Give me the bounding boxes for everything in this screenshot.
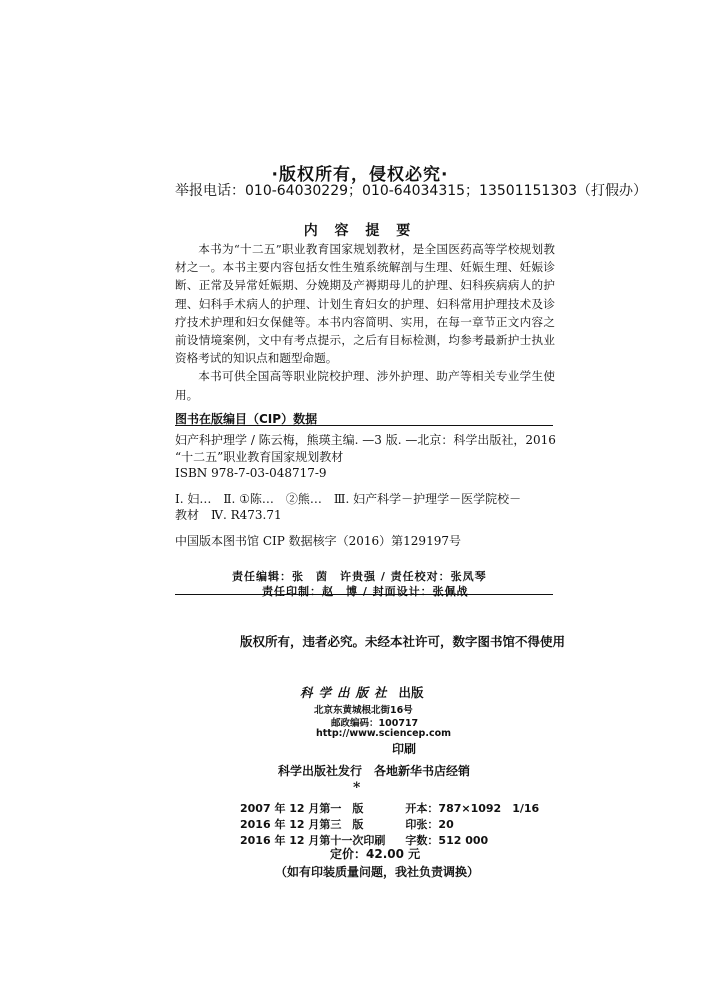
edition-table: [240, 800, 539, 848]
edition-spec: 开本：787×1092 1/16: [405, 802, 540, 815]
abstract-paragraph-2: 本书可供全国高等职业院校护理、涉外护理、助产等相关专业学生使用。: [175, 369, 555, 402]
printer-line: 印刷: [392, 742, 417, 756]
cip-classification-1: Ⅰ. 妇… Ⅱ. ①陈… ②熊… Ⅲ. 妇产科学－护理学－医学院校－: [175, 491, 522, 506]
cip-classification-2: 教材 Ⅳ. R473.71: [175, 508, 282, 522]
publisher-line: [300, 683, 424, 701]
cip-isbn: ISBN 978-7-03-048717-9: [175, 466, 327, 480]
edition-spec: 印张：20: [405, 818, 454, 831]
table-row: [240, 816, 539, 832]
publisher-url: http://www.sciencep.com: [316, 728, 452, 739]
edition-number: 十一次印刷: [330, 834, 386, 847]
edition-number: 三 版: [330, 818, 364, 831]
table-row: [240, 800, 539, 816]
publisher-logo: 科学出版社: [300, 685, 393, 700]
abstract-title: 内 容 提 要: [303, 223, 417, 239]
cip-line-1: 妇产科护理学 / 陈云梅，熊瑛主编. —3 版. —北京：科学出版社，2016: [175, 433, 556, 447]
edition-number: 一 版: [330, 802, 364, 815]
credits-editors: 责任编辑：张 茵 许贵强 / 责任校对：张凤琴: [232, 570, 487, 583]
publisher-address: 北京东黄城根北街16号: [314, 705, 413, 716]
cip-block: [175, 432, 555, 549]
cip-top-rule: [175, 425, 553, 426]
cip-bottom-rule: [175, 594, 553, 595]
copyright-heading: ·版权所有，侵权必究·: [271, 165, 449, 185]
separator-star: *: [353, 780, 361, 796]
publisher-postcode: 邮政编码：100717: [331, 718, 419, 729]
price-line: 定价：42.00 元: [330, 847, 421, 861]
report-hotline: 举报电话：010-64030229；010-64034315；13501151303（打假办）: [175, 183, 648, 199]
publisher-suffix: 出版: [398, 685, 424, 700]
cip-line-2: “十二五”职业教育国家规划教材: [175, 449, 344, 464]
edition-date: 2007 年 12 月第: [240, 802, 331, 815]
cip-title: 图书在版编目（CIP）数据: [175, 412, 318, 426]
cip-record-number: 中国版本图书馆 CIP 数据核字（2016）第129197号: [175, 533, 461, 548]
edition-date: 2016 年 12 月第: [240, 818, 331, 831]
credits-production: 责任印制：赵 博 / 封面设计：张佩战: [262, 585, 469, 598]
abstract-paragraph-1: 本书为“十二五”职业教育国家规划教材，是全国医药高等学校规划教材之一。本书主要内容包括女性生殖系统解剖与生理、妊娠生理、妊娠诊断、正常及异常妊娠期、分娩期及产褥期母儿的护理、妇科疾病病人的护理、妇科手术病人的护理、计划生育妇女的护理、妇科常用护理技术及诊疗技术护理和妇女保健等。本书内容简明、实用，在每一章节正文内容之前设情境案例，文中有考点提示，之后有目标检测，均参考最新护士执业资格考试的知识点和题型命题。: [175, 242, 555, 366]
abstract-body: [175, 240, 555, 404]
usage-notice: 版权所有，违者必究。未经本社许可，数字图书馆不得使用: [240, 634, 566, 649]
edition-date: 2016 年 12 月第: [240, 834, 331, 847]
exchange-notice: （如有印装质量问题，我社负责调换）: [275, 865, 480, 879]
distribution-line: 科学出版社发行 各地新华书店经销: [278, 764, 471, 778]
edition-spec: 字数：512 000: [405, 834, 489, 847]
